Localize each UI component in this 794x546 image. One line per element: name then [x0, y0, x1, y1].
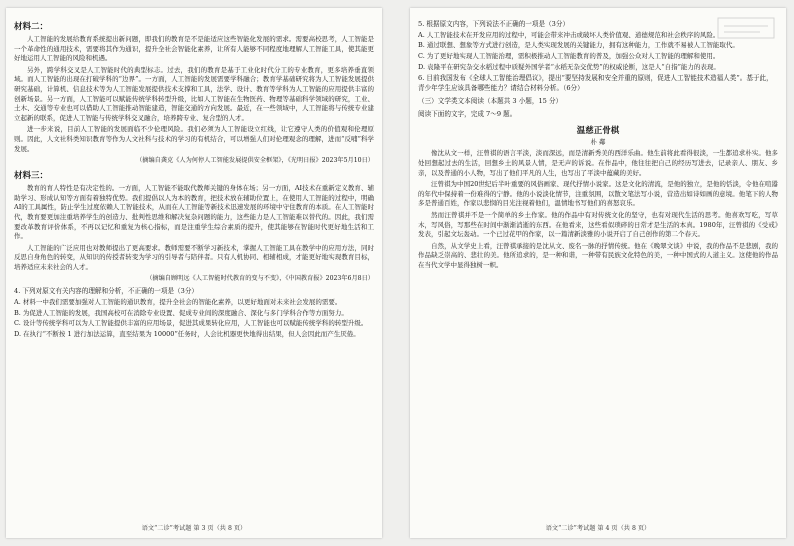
material-2-source: （摘编自龚克《人为何停人工智能发展提供安全框架》，《光明日报》2023年5月10日） [136, 157, 374, 165]
page-4-footer: 语文“二诊”考试题 第 4 页（共 8 页） [545, 525, 651, 532]
story-paragraph: 汪曾祺为中国20世纪后半叶重要的风俗画家、现代抒情小说家。这是文化的清流，是他的独立，是他的恬淡，令他在喧嚣的年代中保持着一份难得的宁静。他的小说淡化情节，注重氛围，以散文笔法写小说，营造出如诗如画的意境。他笔下的人物多是普通百姓，作家以悲悯的目光注视着他们，温情地书写他们的喜怒哀乐。 [418, 180, 778, 208]
question-4-stem: 4. 下列对原文有关内容的理解和分析，不正确的一项是（3分） [14, 287, 199, 296]
material-3-heading: 材料三： [14, 171, 49, 182]
question-4-option-c: C. 设计等传统学科可以为人工智能提供丰富的应用场景，促进其成果转化应用，人工智能也可以赋能传统学科的转型升级。 [14, 319, 368, 328]
material-2-paragraph: 另外，跨学科交叉是人工智能时代的典型标志。过去，我们的教育是基于工业化时代分工的专业教育，更多培养垂直领域。而人工智能的出现在打破学科的“边界”。一方面，人工智能的发展需要学科融合；教育学基础研究将为人工智能发展提供研究基础，计算机、信息技术等为人工智能发展提供技术支撑和工具，法学、设计、教育等学科为人工智能的应用提供丰富的创新场景。另一方面，人工智能可以赋能传统学科转型升级，比如人工智能在生物医药、物理等基础科学领域的研究，工业、土木、交通等专业也可以借助人工智能推动智能建造，智能交通的方向发展。最近，在一些领域中，人工智能将与传统专业建立起新的联系，促进人工智能与传统学科交叉融合，培养跨专业、复合型的人才。 [14, 65, 374, 122]
material-3-source: （摘编自顾明远《人工智能时代教育的变与不变》，《中国教育报》2023年6月8日） [146, 275, 374, 283]
section-heading: （三）文学类文本阅读（本题共 3 小题，15 分） [418, 96, 563, 105]
question-5-option-b: B. 通过联想、想象等方式进行创造，是人类实现发展的关键能力，拥有这种能力，工作就不易被人工智能取代。 [418, 41, 739, 50]
question-6-stem: 6. 目前我国发布《全球人工智能治理倡议》，提出“要坚持发展和安全并重的原则，促进人工智能技术造福人类”。基于此，青少年学生应该具备哪些能力？请结合材料分析。（6分） [418, 74, 773, 92]
page-3-column [14, 18, 374, 516]
material-2-heading: 材料二： [14, 22, 49, 32]
page-4-column [418, 18, 778, 516]
material-3-paragraph: 人工智能的广泛应用也对教师提出了更高要求。教师需要不断学习新技术，掌握人工智能工具在教学中的应用方法，同时反思自身角色的转变，从知识的传授者转变为学习的引导者与陪伴者。只有人机协同、相辅相成，才能更好地实现教育目标，培养适应未来社会的人才。 [14, 243, 374, 271]
question-5-option-d: D. 袁隆平在研究杂交水稻过程中质疑外国学者“水稻无杂交优势”的权威论断，这是人“自指”能力的表现。 [418, 62, 720, 71]
question-5-stem: 5. 根据原文内容，下列说法不正确的一项是（3分） [418, 20, 570, 28]
reading-instruction: 阅读下面的文字，完成 7～9 题。 [418, 109, 517, 118]
page-3-footer: 语文“二诊”考试题 第 3 页（共 8 页） [141, 525, 247, 532]
story-paragraph: 然而汪曾祺并不是一个简单的乡土作家。他的作品中有对传统文化的坚守，也有对现代生活的思考。他喜欢写吃，写草木，写风俗，写那些在时间中渐渐消逝的东西。在他看来，这些看似琐碎的日常才是生活的本真。1980年，汪曾祺的《受戒》发表，引起文坛轰动。一个已过花甲的作家，以一篇清新淡雅的小说开启了自己创作的第二个春天。 [418, 210, 778, 239]
exam-page-4 [410, 8, 786, 538]
material-2-paragraph: 进一步来说，目前人工智能的发展面临不少伦理风险。我们必须为人工智能设立红线，让它遵守人类的价值观和伦理原则。因此，人文社科类知识教育等作为人文社科与技术的学习的有机结合，可以增强人们对伦理观念的理解，进而“反哺”科学发展。 [14, 125, 374, 153]
exam-page-3 [6, 8, 382, 538]
question-5-option-c: C. 为了更好地实现人工智能治理，需积极推动人工智能教育的普及，加强公众对人工智能的理解和使用。 [418, 51, 720, 60]
story-paragraph: 像沈从文一样，汪曾祺的语言平淡，淡而深远，而是清新秀美的西洋乐曲。他生前将此看得很淡，一生都追求朴实。他多处回想起过去的生活，回想乡土的风景人情，是无声的诉说。在作品中，他往往把自己的经历写进去，记录亲人、朋友、乡亲，以及普通的小人物，写出了他们平凡的人生，也写出了平淡中蕴藏的美好。 [418, 149, 778, 177]
story-title: 温慈正骨棋 [576, 126, 620, 137]
question-4-option-d: D. 在执行“不断按 1 进行加法运算，直至结果为 10000”任务时，人会比机器更快地得出结果，但人会因此而产生厌倦。 [14, 330, 360, 339]
question-4-option-a: A. 材料一中我们需要加强对人工智能的通识教育，提升全社会的智能化素养，以更好地面对未来社会发展的需要。 [14, 298, 342, 307]
story-paragraph: 自然，从文学史上看，汪曾祺承接的是沈从文、废名一脉的抒情传统。他在《晚翠文谈》中说，我的作品不是悲剧，我的作品缺乏崇高的、悲壮的美。他所追求的，是一种和谐，一种带有民族文化特色的美，一种中国式的人道主义。这使他的作品在当代文学中显得独树一帜。 [418, 241, 778, 269]
material-3-paragraph: 教育的育人特性是有决定性的。一方面，人工智能不能取代教师关键的身体在场；另一方面，AI技术在重新定义教育、辅助学习、形成认知等方面有着独特优势。我们提倡以人为本的教育，把技术放在辅助位置上，在使用人工智能的过程中，明确AI的工具属性，防止学生过度依赖人工智能技术，从而在人工智能等新技术迅速发展的环境中守住教育的本质。在人工智能时代，教育要更加注重培养学生的创造力、批判性思维和解决复杂问题的能力，这些能力是人工智能难以替代的。因此，我们需要改革教育评价体系，不再以记忆和重复为核心指标，而是注重学生综合素质的提升，使其能够在智能时代更好地生活和工作。 [14, 184, 374, 241]
material-2-paragraph: 人工智能的发展给教育系统提出新问题，即我们的教育是不是能适应这些智能化发展的需求。需要高校思考，人工智能是一个革命性的通用技术，需要将其作为通识，提升全社会智能化素养，让所有人能够不同程度地理解人工智能工具，使其能更好地运用人工智能的风险和机遇。 [14, 35, 374, 63]
question-4-option-b: B. 为促进人工智能的发展，我国高校可在消除专业设置、促成专业间的深度融合、深化与多门学科合作等方面努力。 [14, 308, 348, 317]
question-5-option-a: A. 人工智能技术在开发应用的过程中，可能会带来冲击或破坏人类价值观、道德规范和社会秩序的风险。 [418, 30, 720, 39]
story-author: 朴 鄰 [590, 138, 606, 147]
